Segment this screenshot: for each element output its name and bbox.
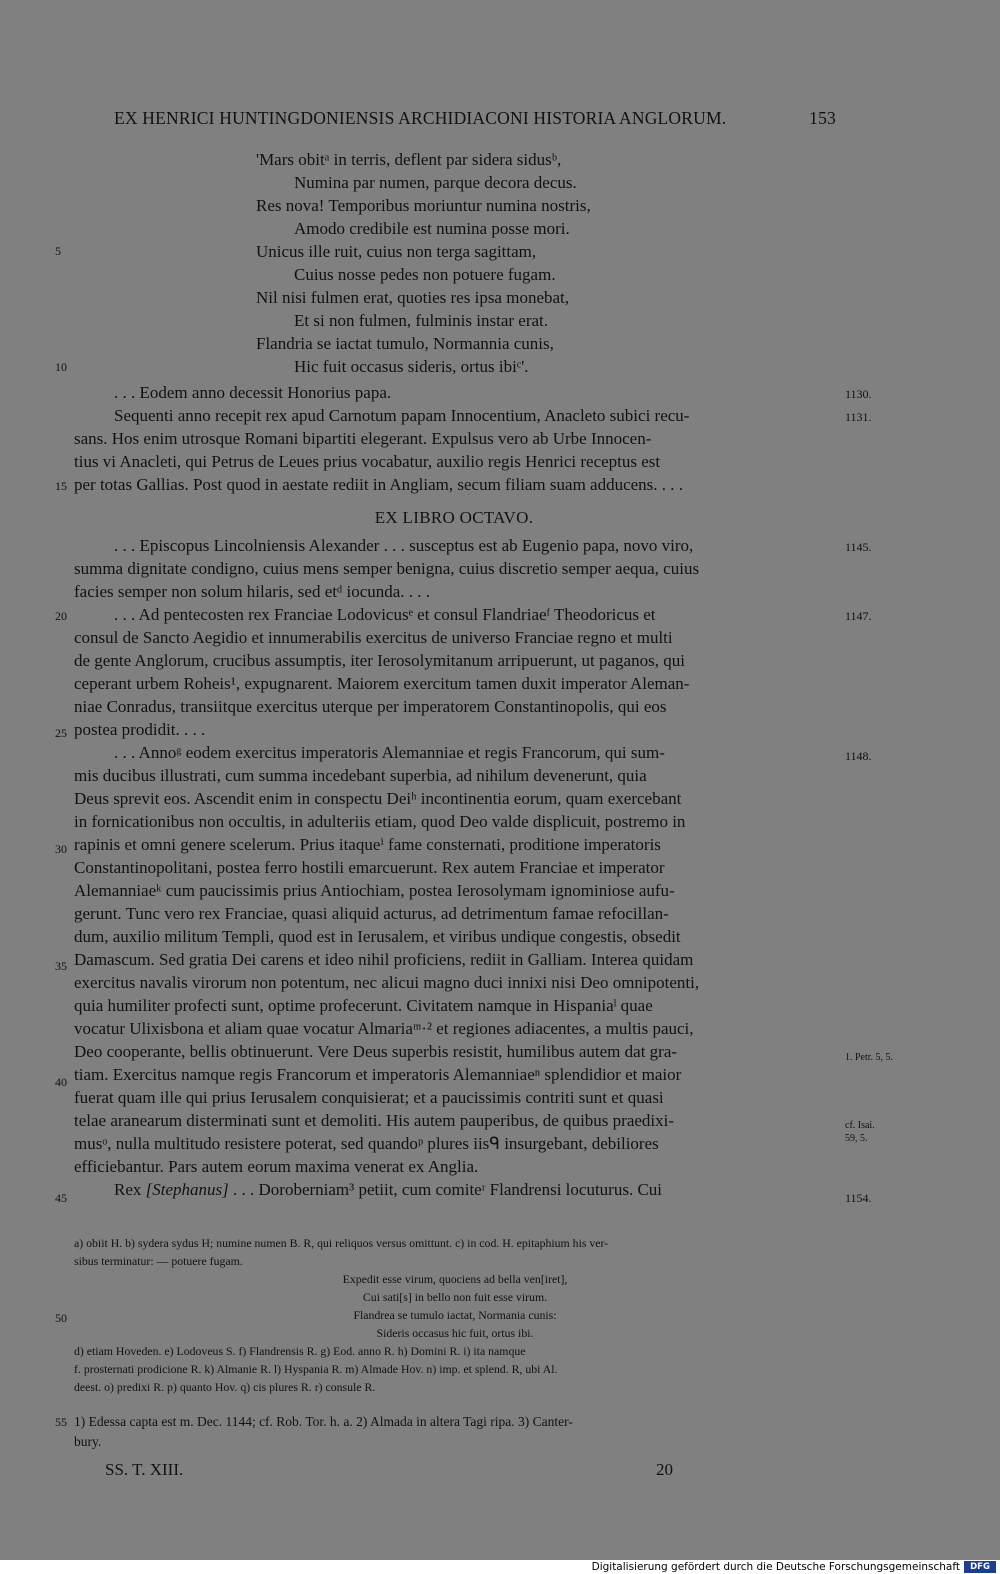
prose-line: . . . Ad pentecosten rex Franciae Lodovicusᵉ et consul Flandriaeᶠ Theodoricus et xyxy=(114,605,656,624)
line-number: 30 xyxy=(55,842,67,856)
prose-line: fuerat quam ille qui prius Ierusalem conquisierat; et a paucissimis contriti sunt et quasi xyxy=(74,1088,664,1107)
prose-line: musᵒ, nulla multitudo resistere poterat, sed quandoᵖ plures iisᑫ insurgebant, debiliores xyxy=(74,1134,659,1153)
line-number: 35 xyxy=(55,959,67,973)
line-number: 45 xyxy=(55,1191,67,1205)
line-number: 15 xyxy=(55,479,67,493)
footnote-line: a) obiit H. b) sydera sydus H; numine numen B. R, qui reliquos versus omittunt. c) in cod. H. epitaphium his ver- xyxy=(74,1236,609,1250)
verse-line: Hic fuit occasus sideris, ortus ibiᶜ'. xyxy=(294,357,529,376)
prose-block xyxy=(74,381,836,496)
margin-year: 1130. xyxy=(845,387,872,401)
footnote-line: deest. o) predixi R. p) quanto Hov. q) cis plures R. r) consule R. xyxy=(74,1380,376,1394)
funding-notice: Digitalisierung gefördert durch die Deutsche Forschungsgemeinschaft xyxy=(591,1561,960,1573)
prose-line: tiam. Exercitus namque regis Francorum et imperatoris Alemanniaeⁿ splendidior et maior xyxy=(74,1065,682,1084)
verse-line: Nil nisi fulmen erat, quoties res ipsa monebat, xyxy=(256,288,570,307)
verse-line: Res nova! Temporibus moriuntur numina nostris, xyxy=(256,196,591,215)
prose-line: de gente Anglorum, crucibus assumptis, iter Ierosolymitanum arripuerunt, ut paganos, qui xyxy=(74,651,685,670)
prose-fragment: Rex xyxy=(114,1180,146,1199)
prose-line: . . . Annoᵍ eodem exercitus imperatoris Alemanniae et regis Francorum, qui sum- xyxy=(114,743,665,762)
prose-line: efficiebantur. Pars autem eorum maxima venerat ex Anglia. xyxy=(74,1157,479,1176)
verse-line: Cuius nosse pedes non potuere fugam. xyxy=(294,265,556,284)
prose-line: vocatur Ulixisbona et aliam quae vocatur Almariaᵐ·² et regiones adiacentes, a multis pauci, xyxy=(74,1019,694,1038)
margin-year: 1148. xyxy=(845,749,872,763)
line-number: 25 xyxy=(55,726,67,740)
margin-year: 1154. xyxy=(845,1191,872,1205)
prose-line: gerunt. Tunc vero rex Franciae, quasi aliquid acturus, ad detrimentum famae refocillan- xyxy=(74,904,669,923)
prose-line: per totas Gallias. Post quod in aestate rediit in Angliam, secum filiam suam adducens. . . . xyxy=(74,475,684,494)
prose-line: niae Conradus, transiitque exercitus uterque per imperatorem Constantinopolis, qui eos xyxy=(74,697,667,716)
prose-line: tius vi Anacleti, qui Petrus de Leues prius vocabatur, auxilio regis Henrici receptus est xyxy=(74,452,661,471)
prose-line: in fornicationibus non occultis, in adulteriis etiam, quod Deo valde displicuit, postremo in xyxy=(74,812,686,831)
verse-line: Unicus ille ruit, cuius non terga sagittam, xyxy=(256,242,537,261)
signature-mark: SS. T. XIII. xyxy=(105,1460,184,1479)
prose-line: telae aranearum disterminati sunt et demoliti. His autem pauperibus, de quibus praedixi- xyxy=(74,1111,675,1130)
line-number: 50 xyxy=(55,1311,67,1325)
line-number: 10 xyxy=(55,360,67,374)
prose-line: Alemanniaeᵏ cum paucissimis prius Antiochiam, postea Ierosolymam ignominiose aufu- xyxy=(74,881,675,900)
margin-reference: 59, 5. xyxy=(845,1133,868,1144)
prose-line: Damascum. Sed gratia Dei carens et ideo nihil proficiens, rediit in Galliam. Interea quidam xyxy=(74,950,694,969)
editorial-insertion: [Stephanus] xyxy=(145,1180,229,1199)
explanatory-notes xyxy=(74,1412,836,1452)
running-head-title: EX HENRICI HUNTINGDONIENSIS ARCHIDIACONI HISTORIA ANGLORUM. xyxy=(114,108,727,128)
critical-apparatus xyxy=(74,1234,836,1270)
prose-line: ceperant urbem Roheis¹, expugnarent. Maiorem exercitum tamen duxit imperator Aleman- xyxy=(74,674,690,693)
line-number: 5 xyxy=(55,244,61,258)
prose-line: facies semper non solum hilaris, sed etᵈ iocunda. . . . xyxy=(74,582,431,601)
prose-line: postea prodidit. . . . xyxy=(74,720,206,739)
prose-line: exercitus navalis virorum non potentum, nec alicui magno duci innixi nisi Deo omnipotenti, xyxy=(74,973,700,992)
prose-line: consul de Sancto Aegidio et innumerabilis exercitus de universo Franciae regno et multi xyxy=(74,628,673,647)
margin-year: 1147. xyxy=(845,609,872,623)
verse-line: 'Mars obitᵃ in terris, deflent par sidera sidusᵇ, xyxy=(256,150,562,169)
margin-year: 1131. xyxy=(845,410,872,424)
footnote-line: d) etiam Hoveden. e) Lodoveus S. f) Flandrensis R. g) Eod. anno R. h) Domini R. i) ita namque xyxy=(74,1344,526,1358)
footnote-line: sibus terminatur: — potuere fugam. xyxy=(74,1254,243,1268)
prose-fragment: . . . Doroberniam³ petiit, cum comiteʳ Flandrensi locuturus. Cui xyxy=(228,1180,663,1199)
note-line: 1) Edessa capta est m. Dec. 1144; cf. Rob. Tor. h. a. 2) Almada in altera Tagi ripa. 3) Canter- xyxy=(74,1414,573,1429)
note-line: bury. xyxy=(74,1434,102,1449)
sheet-number: 20 xyxy=(656,1460,673,1479)
footer-bar xyxy=(0,1560,1000,1574)
line-number: 40 xyxy=(55,1075,67,1089)
page-number: 153 xyxy=(809,108,836,128)
prose-line: dum, auxilio militum Templi, quod est in Ierusalem, et viribus undique congestis, obsedit xyxy=(74,927,681,946)
prose-line: . . . Episcopus Lincolniensis Alexander . . . susceptus est ab Eugenio papa, novo viro, xyxy=(114,536,694,555)
verse-line: Amodo credibile est numina posse mori. xyxy=(294,219,570,238)
line-number: 55 xyxy=(55,1415,67,1429)
section-heading: EX LIBRO OCTAVO. xyxy=(374,508,534,527)
footnote-verse: Expedit esse virum, quociens ad bella ven[iret], xyxy=(342,1272,568,1286)
prose-line: . . . Eodem anno decessit Honorius papa. xyxy=(114,383,392,402)
line-number: 20 xyxy=(55,609,67,623)
prose-line: sans. Hos enim utrosque Romani bipartiti elegerant. Expulsus vero ab Urbe Innocen- xyxy=(74,429,652,448)
prose-line: Sequenti anno recepit rex apud Carnotum papam Innocentium, Anacleto subici recu- xyxy=(114,406,690,425)
prose-line: rapinis et omni genere scelerum. Prius itaqueⁱ fame consternati, proditione imperatoris xyxy=(74,835,661,854)
footnote-verse: Sideris occasus hic fuit, ortus ibi. xyxy=(376,1326,534,1340)
margin-reference: 1. Petr. 5, 5. xyxy=(845,1052,894,1063)
prose-line: summa dignitate condigno, cuius mens semper benigna, cuius discretio semper aequa, cuius xyxy=(74,559,700,578)
verse-line: Et si non fulmen, fulminis instar erat. xyxy=(294,311,549,330)
prose-line xyxy=(74,1178,836,1201)
margin-year: 1145. xyxy=(845,540,872,554)
prose-line: mis ducibus illustrati, cum summa incedebant superbia, ad nihilum devenerunt, quia xyxy=(74,766,647,785)
prose-line: Deus sprevit eos. Ascendit enim in conspectu Deiʰ incontinentia eorum, quam exercebant xyxy=(74,789,682,808)
book8-text xyxy=(74,534,836,1201)
footnote-line: f. prosternati prodicione R. k) Almanie R. l) Hyspania R. m) Almade Hov. n) imp. et splend. R, ubi Al. xyxy=(74,1362,558,1376)
dfg-logo: DFG xyxy=(964,1561,996,1573)
footnote-verse: Cui sati[s] in bello non fuit esse virum. xyxy=(362,1290,548,1304)
critical-apparatus-cont xyxy=(74,1342,836,1396)
prose-line: Constantinopolitani, postea ferro hostili emarcuerunt. Rex autem Franciae et imperator xyxy=(74,858,665,877)
prose-line: Deo cooperante, bellis obtinuerunt. Vere Deus superbis resistit, humilibus autem dat gra- xyxy=(74,1042,678,1061)
verse-line: Numina par numen, parque decora decus. xyxy=(294,173,577,192)
margin-reference: cf. Isai. xyxy=(845,1120,875,1131)
prose-line: quia humiliter profecti sunt, optime profecerunt. Civitatem namque in Hispaniaˡ quae xyxy=(74,996,653,1015)
verse-line: Flandria se iactat tumulo, Normannia cunis, xyxy=(256,334,554,353)
footnote-verse: Flandrea se tumulo iactat, Normania cunis: xyxy=(353,1308,557,1322)
